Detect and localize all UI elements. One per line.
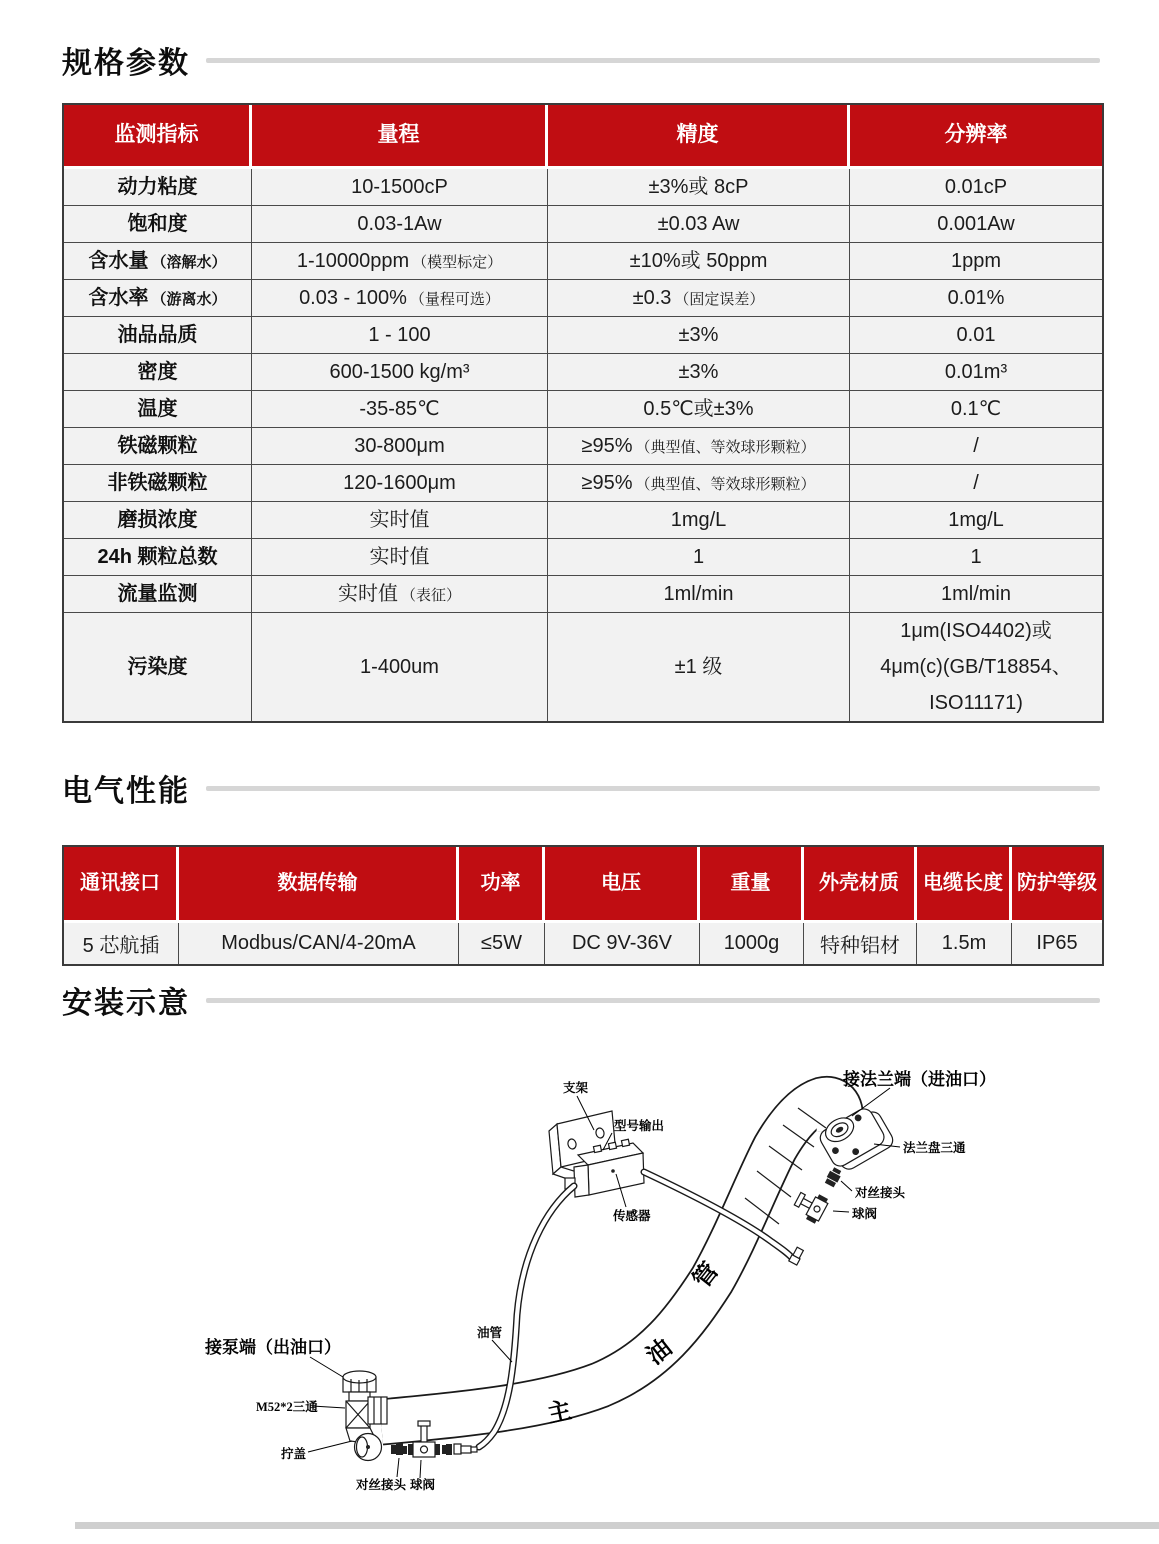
- cell-range: -35-85℃: [252, 391, 548, 428]
- cell-range: 600-1500 kg/m³: [252, 354, 548, 391]
- section-title: 电气性能: [62, 775, 190, 808]
- cell-range: 1-400um: [252, 613, 548, 721]
- spec-col-header: 精度: [548, 105, 850, 169]
- table-row: [64, 576, 1102, 613]
- right-valve-chain: [789, 1166, 843, 1265]
- fitting-bottom-label: 对丝接头: [356, 1478, 407, 1492]
- cell-range: 120-1600μm: [252, 465, 548, 502]
- elec-col-header: 外壳材质: [804, 847, 917, 923]
- spec-col-header: 监测指标: [64, 105, 252, 169]
- table-row: [64, 613, 1102, 721]
- section-heading-electrical: [62, 766, 1100, 810]
- cell-indicator: 非铁磁颗粒: [64, 465, 252, 502]
- elec-col-header: 通讯接口: [64, 847, 179, 923]
- cell-indicator: 24h 颗粒总数: [64, 539, 252, 576]
- cell-resolution: 1ppm: [850, 243, 1102, 280]
- section-heading-spec: [62, 38, 1100, 82]
- cell-resolution: 0.01m³: [850, 354, 1102, 391]
- ball-valve-bottom-label: 球阀: [410, 1478, 436, 1492]
- table-row: [64, 391, 1102, 428]
- cell-resolution: 1: [850, 539, 1102, 576]
- cell-accuracy: ±10%或 50ppm: [548, 243, 850, 280]
- cell-resolution: 0.001Aw: [850, 206, 1102, 243]
- pump-end-label: 接泵端（出油口）: [205, 1338, 341, 1357]
- cell-resolution: /: [850, 428, 1102, 465]
- cell-indicator: 温度: [64, 391, 252, 428]
- electrical-header-row: [64, 847, 1102, 923]
- section-title: 规格参数: [62, 47, 190, 80]
- screw-cap: [355, 1434, 382, 1461]
- cell-voltage: DC 9V-36V: [545, 923, 700, 964]
- bracket-label: 支架: [563, 1081, 589, 1095]
- main-pipe-text-char2: 油: [642, 1334, 678, 1371]
- table-row: [64, 243, 1102, 280]
- section-title: 安装示意: [62, 987, 190, 1020]
- cell-accuracy: ≥95% （典型值、等效球形颗粒）: [548, 428, 850, 465]
- electrical-table: [62, 845, 1104, 966]
- cell-resolution: /: [850, 465, 1102, 502]
- cell-indicator: 含水量 （溶解水）: [64, 243, 252, 280]
- spec-table: [62, 103, 1104, 723]
- m52-tee-label: M52*2三通: [256, 1400, 318, 1414]
- section-heading-installation: [62, 978, 1100, 1022]
- cell-resolution: 1ml/min: [850, 576, 1102, 613]
- spec-col-header: 量程: [252, 105, 548, 169]
- cell-accuracy: 1ml/min: [548, 576, 850, 613]
- cell-accuracy: ±3%: [548, 317, 850, 354]
- table-row: [64, 280, 1102, 317]
- cell-range: 1 - 100: [252, 317, 548, 354]
- fitting-right-label: 对丝接头: [855, 1186, 906, 1200]
- cell-range: 实时值: [252, 502, 548, 539]
- cell-resolution: 1mg/L: [850, 502, 1102, 539]
- cell-accuracy: ±1 级: [548, 613, 850, 721]
- cell-resolution: 0.01cP: [850, 169, 1102, 206]
- main-pipe-text-char3: 管: [688, 1258, 725, 1294]
- cell-indicator: 污染度: [64, 613, 252, 721]
- cell-range: 0.03-1Aw: [252, 206, 548, 243]
- flange-tee-label: 法兰盘三通: [903, 1141, 966, 1155]
- elec-col-header: 防护等级: [1012, 847, 1102, 923]
- cell-range: 10-1500cP: [252, 169, 548, 206]
- screw-cap-label: 拧盖: [281, 1447, 307, 1461]
- elec-col-header: 电压: [545, 847, 700, 923]
- cell-cable-length: 1.5m: [917, 923, 1012, 964]
- spec-col-header: 分辨率: [850, 105, 1102, 169]
- model-output-label: 型号输出: [614, 1119, 665, 1133]
- table-row: [64, 206, 1102, 243]
- heading-rule: [206, 998, 1100, 1003]
- cell-range: 实时值 （表征）: [252, 576, 548, 613]
- cell-accuracy: ±3%或 8cP: [548, 169, 850, 206]
- heading-rule: [206, 58, 1100, 63]
- cell-indicator: 动力粘度: [64, 169, 252, 206]
- cell-ip-rating: IP65: [1012, 923, 1102, 964]
- cell-shell-material: 特种铝材: [804, 923, 917, 964]
- cell-indicator: 磨损浓度: [64, 502, 252, 539]
- table-row: [64, 354, 1102, 391]
- table-row: [64, 923, 1102, 964]
- cell-data-transfer: Modbus/CAN/4-20mA: [179, 923, 459, 964]
- cell-indicator: 油品品质: [64, 317, 252, 354]
- cell-resolution: 0.01: [850, 317, 1102, 354]
- oil-pipe-label: 油管: [477, 1326, 503, 1340]
- cell-resolution: 1μm(ISO4402)或 4μm(c)(GB/T18854、ISO11171): [850, 613, 1102, 721]
- heading-rule: [206, 786, 1100, 791]
- m52-tee: [343, 1371, 387, 1461]
- cell-resolution: 0.01%: [850, 280, 1102, 317]
- cell-accuracy: 0.5℃或±3%: [548, 391, 850, 428]
- main-pipe-text-char1: 主: [545, 1397, 574, 1429]
- flange-end-label: 接法兰端（进油口）: [843, 1070, 996, 1089]
- cell-weight: 1000g: [700, 923, 804, 964]
- cell-range: 实时值: [252, 539, 548, 576]
- cell-accuracy: ≥95% （典型值、等效球形颗粒）: [548, 465, 850, 502]
- elec-col-header: 重量: [700, 847, 804, 923]
- table-row: [64, 169, 1102, 206]
- spec-header-row: [64, 105, 1102, 169]
- table-row: [64, 465, 1102, 502]
- cell-accuracy: ±3%: [548, 354, 850, 391]
- cell-range: 0.03 - 100% （量程可选）: [252, 280, 548, 317]
- table-row: [64, 502, 1102, 539]
- cell-indicator: 铁磁颗粒: [64, 428, 252, 465]
- ball-valve-right-part: [791, 1186, 830, 1224]
- cell-range: 1-10000ppm （模型标定）: [252, 243, 548, 280]
- sensor-label: 传感器: [613, 1209, 651, 1223]
- cell-indicator: 饱和度: [64, 206, 252, 243]
- cell-accuracy: 1: [548, 539, 850, 576]
- page-footer-divider: [75, 1522, 1159, 1529]
- cell-accuracy: ±0.03 Aw: [548, 206, 850, 243]
- table-row: [64, 317, 1102, 354]
- cell-range: 30-800μm: [252, 428, 548, 465]
- table-row: [64, 428, 1102, 465]
- cell-accuracy: 1mg/L: [548, 502, 850, 539]
- elec-col-header: 电缆长度: [917, 847, 1012, 923]
- cell-accuracy: ±0.3 （固定误差）: [548, 280, 850, 317]
- table-row: [64, 539, 1102, 576]
- cell-resolution: 0.1℃: [850, 391, 1102, 428]
- ball-valve-right-label: 球阀: [852, 1207, 878, 1221]
- cell-indicator: 流量监测: [64, 576, 252, 613]
- cell-comm-interface: 5 芯航插: [64, 923, 179, 964]
- cell-power: ≤5W: [459, 923, 545, 964]
- cell-indicator: 密度: [64, 354, 252, 391]
- elec-col-header: 功率: [459, 847, 545, 923]
- elec-col-header: 数据传输: [179, 847, 459, 923]
- cell-indicator: 含水率 （游离水）: [64, 280, 252, 317]
- installation-diagram: [0, 1040, 1159, 1515]
